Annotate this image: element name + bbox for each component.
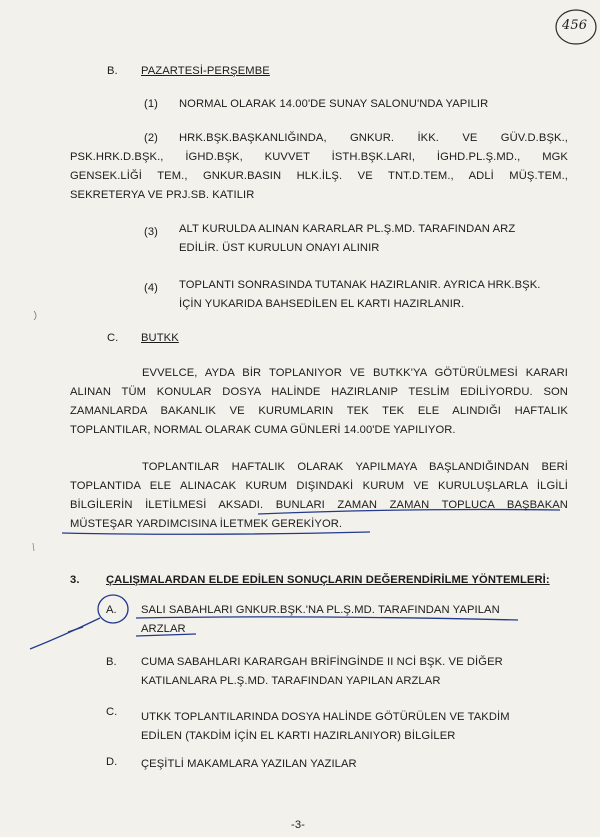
item-b1-num: (1) [144, 98, 158, 110]
item-b2-line: HRK.BŞK.BAŞKANLIĞINDA, GNKUR. İKK. VE GÜV.D.BŞK., [179, 132, 568, 144]
item-b4-line: İÇİN YUKARIDA BAHSEDİLEN EL KARTI HAZIRLANIR. [179, 298, 465, 310]
item-b2-line: GENSEK.LİĞİ TEM., GNKUR.BASIN HLK.İLŞ. VE TNT.D.TEM., ADLİ MÜŞ.TEM., [70, 170, 568, 182]
page-number: -3- [291, 819, 305, 831]
item-3d-letter: D. [106, 756, 118, 768]
speck-2 [33, 543, 34, 551]
section-b-letter: B. [107, 65, 118, 77]
para2-line: BİLGİLERİN İLETİLMESİ AKSADI. BUNLARI ZAMAN ZAMAN TOPLUCA BAŞBAKAN [70, 499, 568, 511]
item-b2-line: PSK.HRK.D.BŞK., İGHD.BŞK, KUVVET İSTH.BŞK.LARI, İGHD.PL.Ş.MD., MGK [70, 151, 568, 163]
para2-line: TOPLANTIDA ELE ALINACAK KURUM DIŞINDAKİ KURUM VE KURULUŞLARLA İLGİLİ [70, 480, 568, 492]
item-3a-line: SALI SABAHLARI GNKUR.BŞK.'NA PL.Ş.MD. TARAFINDAN YAPILAN [141, 604, 500, 616]
pen-underline-3 [136, 617, 518, 620]
para1-line: ZAMANLARDA BAKANLIK VE KURUMLARIN TEK TEK ELE ALINDIĞI HAFTALIK [70, 405, 568, 417]
item-3b-line: KATILANLARA PL.Ş.MD. TARAFINDAN YAPILAN ARZLAR [141, 675, 441, 687]
item-3d-line: ÇEŞİTLİ MAKAMLARA YAZILAN YAZILAR [141, 758, 357, 770]
pen-arrow-tick [68, 627, 83, 632]
item-b3-line: ALT KURULDA ALINAN KARARLAR PL.Ş.MD. TARAFINDAN ARZ [179, 223, 516, 235]
section-b-title: PAZARTESİ-PERŞEMBE [141, 65, 270, 77]
item-3a-line: ARZLAR [141, 623, 186, 635]
section-c-letter: C. [107, 332, 119, 344]
pen-arrow-line [30, 618, 100, 649]
section-c-title: BUTKK [141, 332, 179, 344]
item-b4-line: TOPLANTI SONRASINDA TUTANAK HAZIRLANIR. AYRICA HRK.BŞK. [179, 279, 541, 291]
para2-line: TOPLANTILAR HAFTALIK OLARAK YAPILMAYA BAŞLANDIĞINDAN BERİ [142, 461, 568, 473]
item-3a-letter: A. [106, 604, 117, 616]
stamp-number: 456 [562, 18, 588, 33]
item-b3-line: EDİLİR. ÜST KURULUN ONAYI ALINIR [179, 242, 380, 254]
item-b2-num: (2) [144, 132, 158, 144]
item-3c-line: UTKK TOPLANTILARINDA DOSYA HALİNDE GÖTÜRÜLEN VE TAKDİM [141, 711, 510, 723]
section-3-title: ÇALIŞMALARDAN ELDE EDİLEN SONUÇLARIN DEĞERENDİRİLME YÖNTEMLERİ: [106, 574, 550, 586]
pen-underline-2 [62, 532, 370, 534]
para2-line: MÜSTEŞAR YARDIMCISINA İLETMEK GEREKİYOR. [70, 518, 343, 530]
item-3c-letter: C. [106, 706, 118, 718]
item-b1-line: NORMAL OLARAK 14.00'DE SUNAY SALONU'NDA YAPILIR [179, 98, 489, 110]
speck-1 [34, 311, 36, 320]
para1-line: TOPLANTILAR, NORMAL OLARAK CUMA GÜNLERİ 14.00'DE YAPILIYOR. [70, 424, 456, 436]
item-3c-line: EDİLEN (TAKDİM İÇİN EL KARTI HAZIRLANIYOR) BİLGİLER [141, 730, 456, 742]
item-3b-letter: B. [106, 656, 117, 668]
para1-line: EVVELCE, AYDA BİR TOPLANIYOR VE BUTKK'YA GÖTÜRÜLMESİ KARARI [142, 367, 568, 379]
item-b3-num: (3) [144, 226, 158, 238]
item-b2-line: SEKRETERYA VE PRJ.SB. KATILIR [70, 189, 255, 201]
item-b4-num: (4) [144, 282, 158, 294]
para1-line: ALINAN TÜM KONULAR DOSYA HALİNDE HAZIRLANIP TESLİM EDİLİYORDU. SON [70, 386, 568, 398]
item-3b-line: CUMA SABAHLARI KARARGAH BRİFİNGİNDE II NCİ BŞK. VE DİĞER [141, 656, 503, 668]
section-3-num: 3. [70, 574, 80, 586]
